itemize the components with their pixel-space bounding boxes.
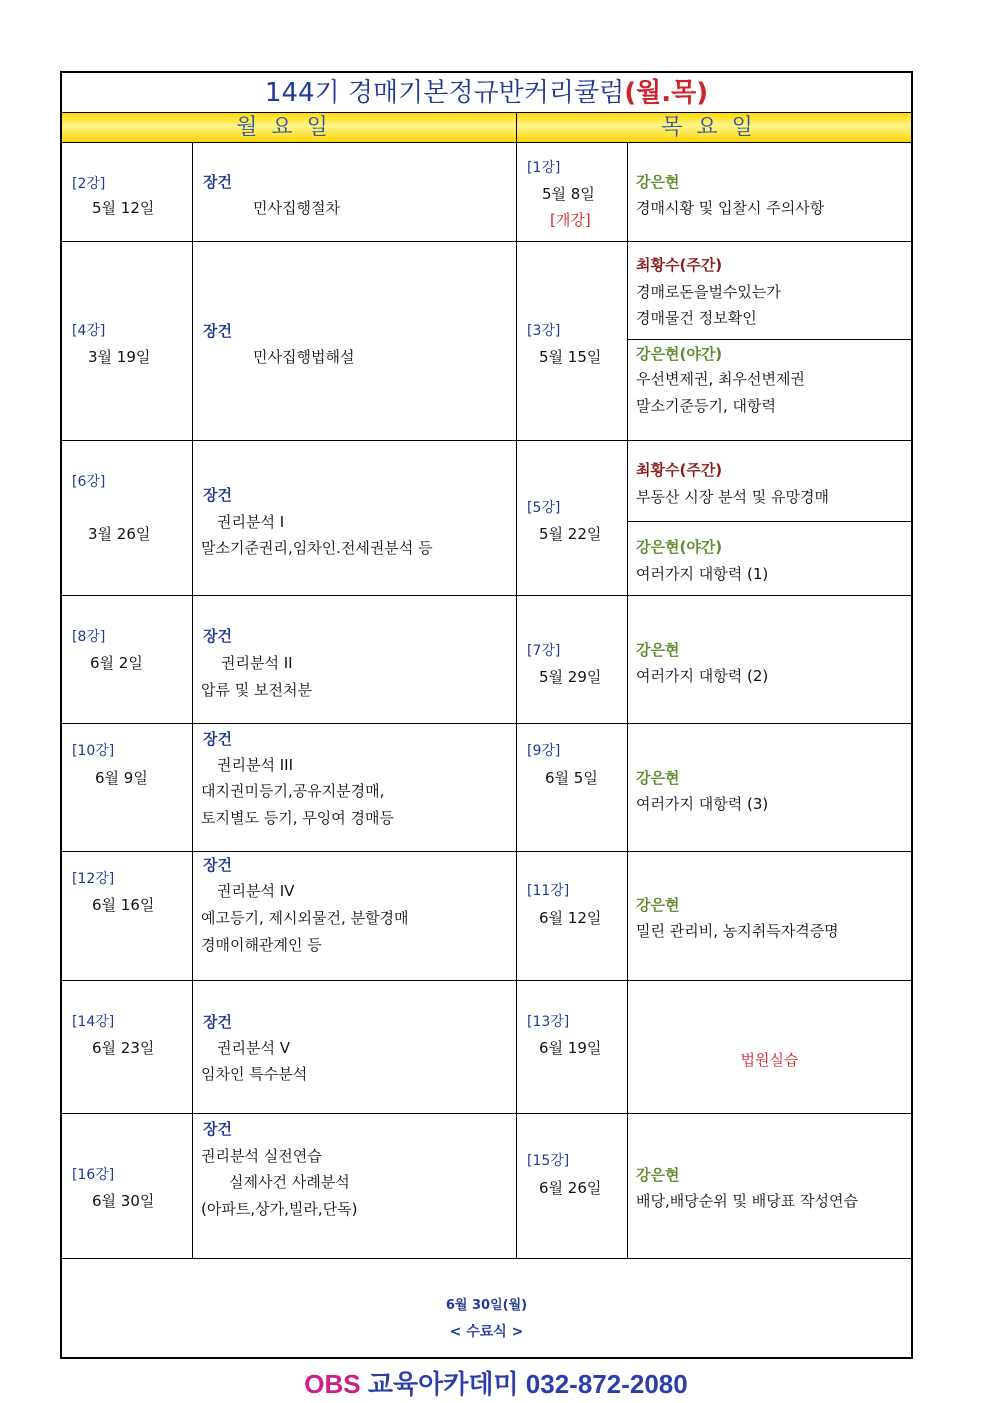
topic-line: 경매물건 정보확인 [636,309,757,327]
topic-line: 경매시황 및 입찰시 주의사항 [636,199,825,217]
lecture-date: 6월 9일 [95,769,148,787]
instructor-name: 강은현 [636,896,680,914]
monday-lecture-cell [62,242,193,440]
monday-content-cell [193,852,517,980]
thursday-content-cell [628,596,911,723]
monday-content-cell [193,981,517,1113]
instructor-name: 장건 [203,486,232,504]
curriculum-table [60,71,913,1359]
instructor-name: 장건 [203,1013,232,1031]
topic-line: 권리분석 IV [217,882,295,900]
table-row [62,441,911,596]
lecture-date: 6월 16일 [92,896,155,914]
lecture-date: 6월 12일 [539,909,602,927]
thursday-content-cell [628,1114,911,1258]
day-session [628,242,911,340]
topic-line: 권리분석 III [217,756,293,774]
lecture-number: [7강] [527,643,561,659]
topic-line: 밀린 관리비, 농지취득자격증명 [636,922,839,940]
topic-line: 여러가지 대항력 (1) [636,565,769,583]
instructor-name: 강은현(야간) [636,345,723,363]
title-days-suffix: (월.목) [624,78,709,108]
thursday-content-cell [628,441,911,595]
monday-content-cell [193,143,517,241]
instructor-name: 장건 [203,856,232,874]
instructor-name: 강은현 [636,641,680,659]
lecture-number: [5강] [527,500,561,516]
lecture-date: 6월 26일 [539,1179,602,1197]
thursday-header: 목요일 [517,113,911,142]
thursday-lecture-cell [517,724,628,851]
table-row [62,852,911,981]
brand-contact: 교육아카데미 032-872-2080 [360,1369,688,1399]
thursday-content-cell [628,981,911,1113]
lecture-date: 6월 23일 [92,1039,155,1057]
monday-lecture-cell [62,724,193,851]
instructor-name: 강은현 [636,173,680,191]
thursday-content-cell [628,242,911,440]
topic-line: 권리분석 I [217,513,285,531]
table-row [62,242,911,441]
monday-content-cell [193,596,517,723]
monday-header: 월요일 [62,113,517,142]
monday-lecture-cell [62,441,193,595]
topic-line: 압류 및 보전처분 [201,681,312,699]
lecture-date: 3월 19일 [88,348,151,366]
monday-lecture-cell [62,143,193,241]
instructor-name: 장건 [203,1120,232,1138]
instructor-name: 장건 [203,730,232,748]
monday-lecture-cell [62,1114,193,1258]
monday-content-cell [193,242,517,440]
instructor-name: 강은현 [636,1166,680,1184]
court-practice-label: 법원실습 [740,1051,799,1069]
table-row [62,1114,911,1259]
graduation-row [62,1259,911,1357]
thursday-lecture-cell [517,242,628,440]
topic-line: 경매로돈을벌수있는가 [636,283,781,301]
topic-line: 실제사건 사례분석 [229,1173,350,1191]
lecture-number: [15강] [527,1153,570,1169]
topic-line: 배당,배당순위 및 배당표 작성연습 [636,1192,858,1210]
table-row [62,143,911,242]
table-row [62,596,911,724]
thursday-lecture-cell [517,441,628,595]
lecture-number: [13강] [527,1014,570,1030]
instructor-name: 최황수(주간) [636,461,723,479]
thursday-lecture-cell [517,852,628,980]
day-header-row [62,113,911,143]
graduation-date: 6월 30일(월) [445,1298,528,1313]
thursday-content-cell [628,724,911,851]
table-row [62,724,911,852]
lecture-number: [6강] [72,474,106,490]
monday-lecture-cell [62,852,193,980]
lecture-number: [4강] [72,323,106,339]
thursday-content-cell [628,852,911,980]
topic-line: 부동산 시장 분석 및 유망경매 [636,488,829,506]
topic-line: 임차인 특수분석 [201,1065,308,1083]
opening-badge: [개강] [550,211,591,229]
instructor-name: 강은현(야간) [636,538,723,556]
topic-line: 권리분석 II [221,654,293,672]
topic-line: 경매이해관계인 등 [201,936,322,954]
lecture-date: 6월 2일 [90,654,143,672]
instructor-name: 강은현 [636,769,680,787]
night-session [628,340,911,440]
lecture-number: [9강] [527,743,561,759]
topic-line: 권리분석 V [217,1039,290,1057]
instructor-name: 최황수(주간) [636,256,723,274]
thursday-lecture-cell [517,981,628,1113]
thursday-content-cell [628,143,911,241]
lecture-number: [3강] [527,323,561,339]
monday-content-cell [193,1114,517,1258]
thursday-lecture-cell [517,596,628,723]
instructor-name: 장건 [203,322,232,340]
lecture-date: 3월 26일 [88,525,151,543]
lecture-number: [11강] [527,883,570,899]
topic-line: 말소기준등기, 대항력 [636,397,776,415]
instructor-name: 장건 [203,173,232,191]
lecture-number: [2강] [72,176,106,192]
topic-line: 대지권미등기,공유지분경매, [201,782,385,800]
topic-line: (아파트,상가,빌라,단독) [201,1200,358,1218]
lecture-date: 5월 8일 [542,185,595,203]
lecture-number: [12강] [72,871,115,887]
topic-line: 민사집행절차 [253,199,340,217]
thursday-lecture-cell [517,143,628,241]
topic-line: 말소기준권리,임차인.전세권분석 등 [201,539,433,557]
topic-line: 토지별도 등기, 무잉여 경매등 [201,809,394,827]
topic-line: 우선변제권, 최우선변제권 [636,370,805,388]
instructor-name: 장건 [203,627,232,645]
lecture-number: [14강] [72,1014,115,1030]
table-row [62,981,911,1114]
lecture-date: 5월 15일 [539,348,602,366]
lecture-date: 5월 29일 [539,668,602,686]
lecture-date: 6월 19일 [539,1039,602,1057]
lecture-number: [16강] [72,1167,115,1183]
night-session [628,522,911,595]
topic-line: 여러가지 대항력 (2) [636,667,769,685]
lecture-date: 5월 12일 [92,199,155,217]
lecture-date: 6월 5일 [545,769,598,787]
monday-lecture-cell [62,596,193,723]
monday-content-cell [193,724,517,851]
thursday-lecture-cell [517,1114,628,1258]
monday-lecture-cell [62,981,193,1113]
academy-brand [0,1364,992,1401]
lecture-number: [10강] [72,743,115,759]
day-session [628,441,911,522]
topic-line: 민사집행법해설 [253,348,355,366]
topic-line: 권리분석 실전연습 [201,1147,322,1165]
title-row [62,73,911,113]
lecture-date: 5월 22일 [539,525,602,543]
lecture-number: [1강] [527,160,561,176]
brand-obs: OBS [304,1369,361,1399]
topic-line: 여러가지 대항력 (3) [636,795,769,813]
lecture-number: [8강] [72,629,106,645]
lecture-date: 6월 30일 [92,1192,155,1210]
monday-content-cell [193,441,517,595]
page-title: 144기 경매기본정규반커리큘럼 [264,78,625,108]
topic-line: 예고등기, 제시외물건, 분할경매 [201,909,409,927]
graduation-ceremony: < 수료식 > [449,1324,524,1340]
